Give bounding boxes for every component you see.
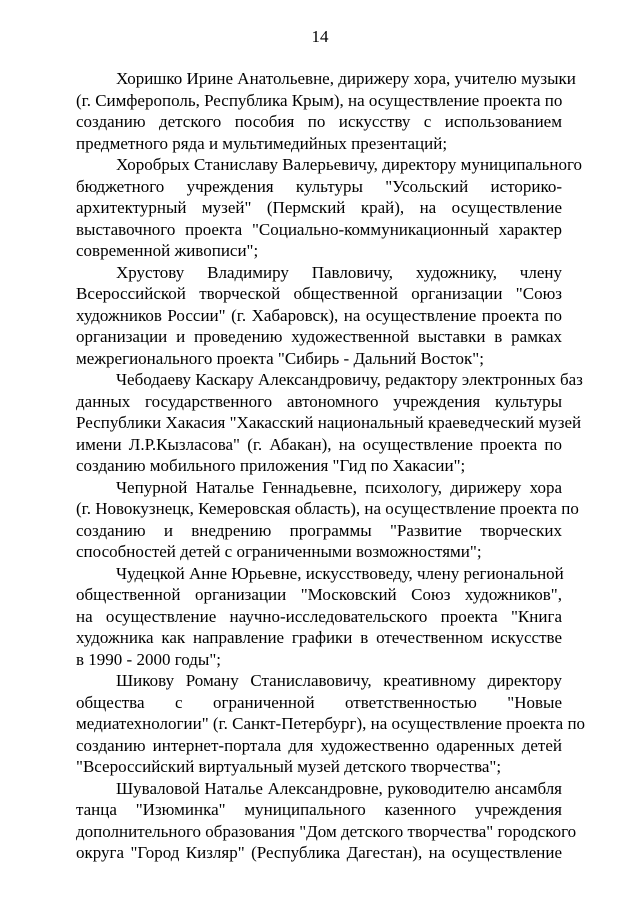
text-line: Чепурной Наталье Геннадьевне, психологу, дирижеру хора [116,477,562,497]
text-line: (г. Новокузнецк, Кемеровская область), на осуществление проекта по [76,499,579,518]
text-line: танца "Изюминка" муниципального казенного учреждения [76,800,562,819]
text-line: в 1990 - 2000 годы"; [76,649,221,669]
text-line: художника как направление графики в отечественном искусстве [76,628,562,647]
text-line: созданию детского пособия по искусству с использованием [76,112,562,131]
text-line: Шикову Роману Станиславовичу, креативному директору [116,671,562,690]
text-line: организации и проведению художественной выставки в рамках [76,327,562,346]
text-line: имени Л.Р.Кызласова" (г. Абакан), на осуществление проекта по [76,434,562,454]
text-line: Республики Хакасия "Хакасский национальный краеведческий музей [76,413,582,432]
text-line: (г. Симферополь, Республика Крым), на осуществление проекта по [76,90,563,110]
paragraph-chudetskaya [76,563,562,671]
text-line: художников России" (г. Хабаровск), на осуществление проекта по [76,305,562,325]
text-line: созданию мобильного приложения "Гид по Хакасии"; [76,456,466,475]
text-line: архитектурный музей" (Пермский край), на осуществление [76,198,562,217]
text-line: Всероссийской творческой общественной организации "Союз [76,284,562,303]
text-line: данных государственного автономного учреждения культуры [76,391,562,411]
text-line: дополнительного образования "Дом детского творчества" городского [76,821,577,841]
text-line: созданию интернет-портала для художественно одаренных детей [76,735,562,755]
text-line: общества с ограниченной ответственностью "Новые [76,692,562,712]
text-line: Шуваловой Наталье Александровне, руководителю ансамбля [116,778,562,798]
paragraph-shikov [76,670,586,778]
text-line: современной живописи"; [76,241,259,260]
paragraph-shuvalova [76,778,577,864]
paragraph-khrustov [76,262,562,370]
text-line: созданию и внедрению программы "Развитие творческих [76,520,562,540]
text-line: бюджетного учреждения культуры "Усольский историко- [76,176,562,196]
text-line: способностей детей с ограниченными возможностями"; [76,542,482,561]
page-number: 14 [311,27,329,46]
text-line: предметного ряда и мультимедийных презентаций; [76,133,448,153]
text-line: Чебодаеву Каскару Александровичу, редактору электронных баз [116,370,583,389]
paragraph-chebodaev [76,369,583,477]
text-line: межрегионального проекта "Сибирь - Дальний Восток"; [76,348,484,368]
text-line: "Всероссийский виртуальный музей детского творчества"; [76,757,502,776]
text-line: общественной организации "Московский Союз художников", [76,585,562,604]
document-body [76,68,586,864]
paragraph-khorobrykh [76,154,583,262]
paragraph-khorishko [76,68,576,154]
text-line: округа "Город Кизляр" (Республика Дагестан), на осуществление [76,843,562,862]
text-line: Хрустову Владимиру Павловичу, художнику, члену [116,262,562,282]
text-line: медиатехнологии" (г. Санкт-Петербург), на осуществление проекта по [76,714,586,733]
text-line: на осуществление научно-исследовательского проекта "Книга [76,606,562,626]
paragraph-chepurnaya [76,477,579,563]
text-line: Хоришко Ирине Анатольевне, дирижеру хора, учителю музыки [116,69,576,88]
text-line: Чудецкой Анне Юрьевне, искусствоведу, члену региональной [116,563,564,583]
text-line: Хоробрых Станиславу Валерьевичу, директору муниципального [116,155,583,174]
text-line: выставочного проекта "Социально-коммуникационный характер [76,219,562,239]
